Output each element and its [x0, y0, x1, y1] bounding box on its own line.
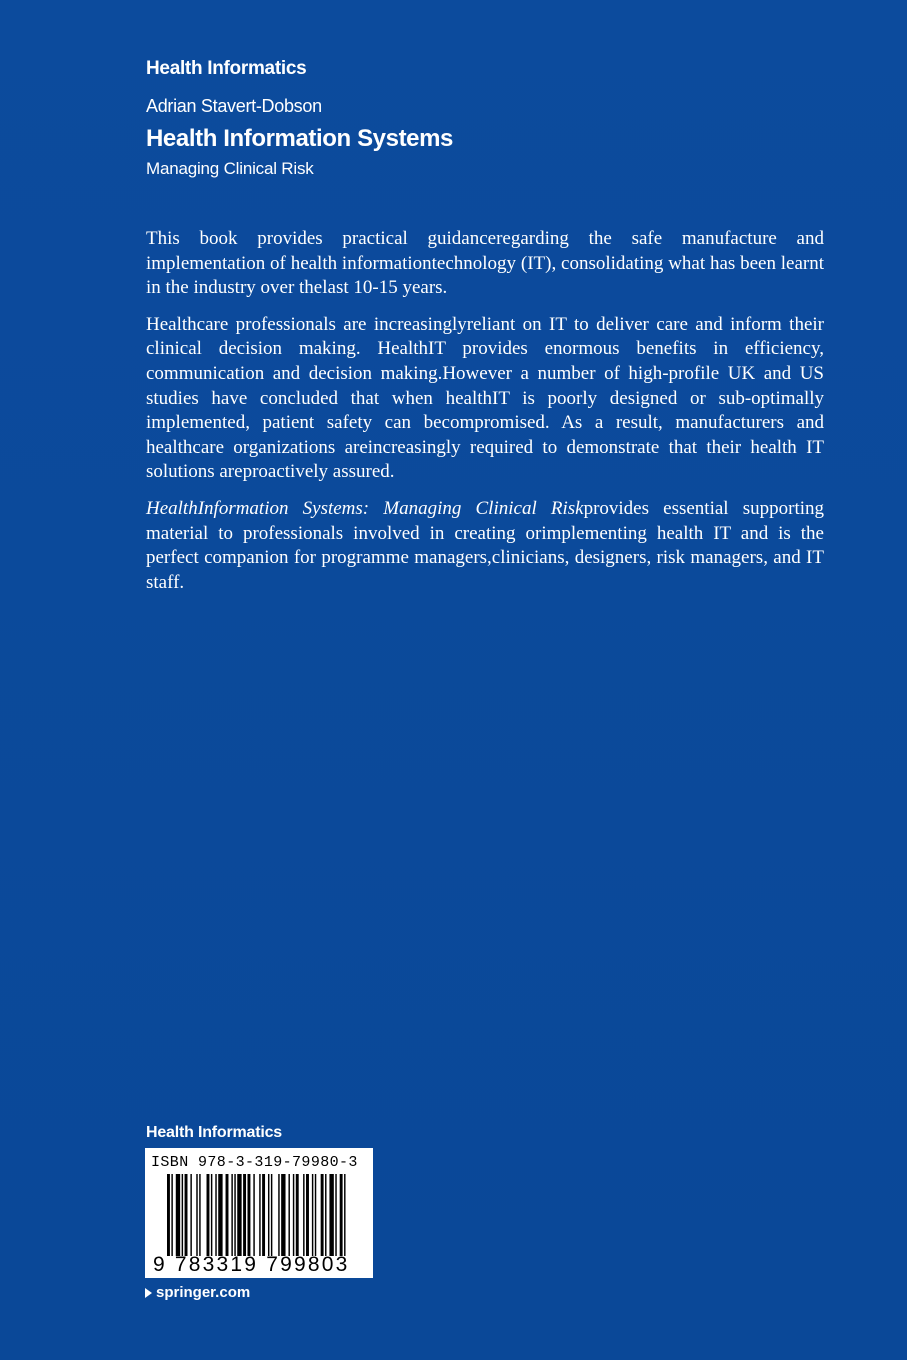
- barcode-bar: [281, 1174, 285, 1256]
- blurb-book-title-italic: HealthInformation Systems: Managing Clinical Risk: [146, 497, 584, 519]
- barcode-bar: [215, 1174, 216, 1256]
- barcode-bar: [196, 1174, 197, 1256]
- series-name: Health Informatics: [146, 58, 307, 79]
- barcode-bar: [329, 1174, 333, 1256]
- arrow-right-icon: [145, 1288, 152, 1298]
- barcode-bar: [190, 1174, 191, 1256]
- blurb-paragraph-3-text: provides essential supporting material to professionals involved in creating orimplementing health IT and is the perfect companion for programme managers,clinicians, designers, risk managers, and IT staff.: [146, 497, 824, 593]
- author-name: Adrian Stavert-Dobson: [146, 96, 322, 116]
- publisher-link[interactable]: [145, 1284, 250, 1301]
- barcode-bar: [315, 1174, 316, 1256]
- barcode-bar: [288, 1174, 289, 1256]
- publisher-url: springer.com: [156, 1284, 251, 1301]
- barcode-bar: [340, 1174, 343, 1256]
- isbn-barcode: [145, 1148, 373, 1278]
- book-subtitle: Managing Clinical Risk: [146, 159, 314, 178]
- barcode-bar: [185, 1174, 188, 1256]
- barcode-bar: [344, 1174, 345, 1256]
- barcode-bar: [176, 1174, 180, 1256]
- barcode-bar: [226, 1174, 229, 1256]
- barcode-bars: [167, 1174, 347, 1256]
- barcode-bar: [259, 1174, 260, 1256]
- barcode-bar: [199, 1174, 200, 1256]
- barcode-bar: [167, 1174, 170, 1256]
- barcode-bar: [234, 1174, 235, 1256]
- barcode-bar: [218, 1174, 222, 1256]
- barcode-bar: [312, 1174, 313, 1256]
- barcode-bar: [271, 1174, 272, 1256]
- barcode-bar: [303, 1174, 304, 1256]
- book-title: Health Information Systems: [146, 125, 454, 152]
- barcode-bar: [182, 1174, 183, 1256]
- barcode-bar: [237, 1174, 241, 1256]
- barcode-bar: [262, 1174, 265, 1256]
- barcode-bar: [321, 1174, 324, 1256]
- series-name-footer: Health Informatics: [146, 1124, 282, 1141]
- barcode-bar: [278, 1174, 279, 1256]
- barcode-bar: [325, 1174, 326, 1256]
- barcode-bar: [231, 1174, 232, 1256]
- barcode-bar: [253, 1174, 254, 1256]
- ean-digits: 9 783319 799803: [153, 1253, 350, 1276]
- barcode-bar: [211, 1174, 212, 1256]
- barcode-bar: [207, 1174, 210, 1256]
- isbn-label: ISBN 978-3-319-79980-3: [151, 1154, 358, 1171]
- blurb-paragraph-2: Healthcare professionals are increasinglyreliant on IT to deliver care and inform their clinical decision making. HealthIT provides enormous benefits in efficiency, communication and decision making.However a number of high-profile UK and US studies have concluded that when healthIT is poorly designed or sub-optimally implemented, patient safety can becompromised. As a result, manufacturers and healthcare organizations areincreasingly required to demonstrate that their health IT solutions areproactively assured.: [146, 313, 824, 483]
- barcode-bar: [171, 1174, 172, 1256]
- barcode-bar: [293, 1174, 294, 1256]
- barcode-bar: [243, 1174, 246, 1256]
- barcode-bar: [268, 1174, 269, 1256]
- barcode-bar: [247, 1174, 250, 1256]
- blurb: [146, 227, 824, 607]
- barcode-bar: [296, 1174, 299, 1256]
- blurb-paragraph-1: This book provides practical guidanceregarding the safe manufacture and implementation of health informationtechnology (IT), consolidating what has been learnt in the industry over thelast 10-15 years.: [146, 228, 824, 299]
- barcode-bar: [306, 1174, 309, 1256]
- barcode-bar: [335, 1174, 336, 1256]
- blurb-paragraph-3: [146, 497, 824, 595]
